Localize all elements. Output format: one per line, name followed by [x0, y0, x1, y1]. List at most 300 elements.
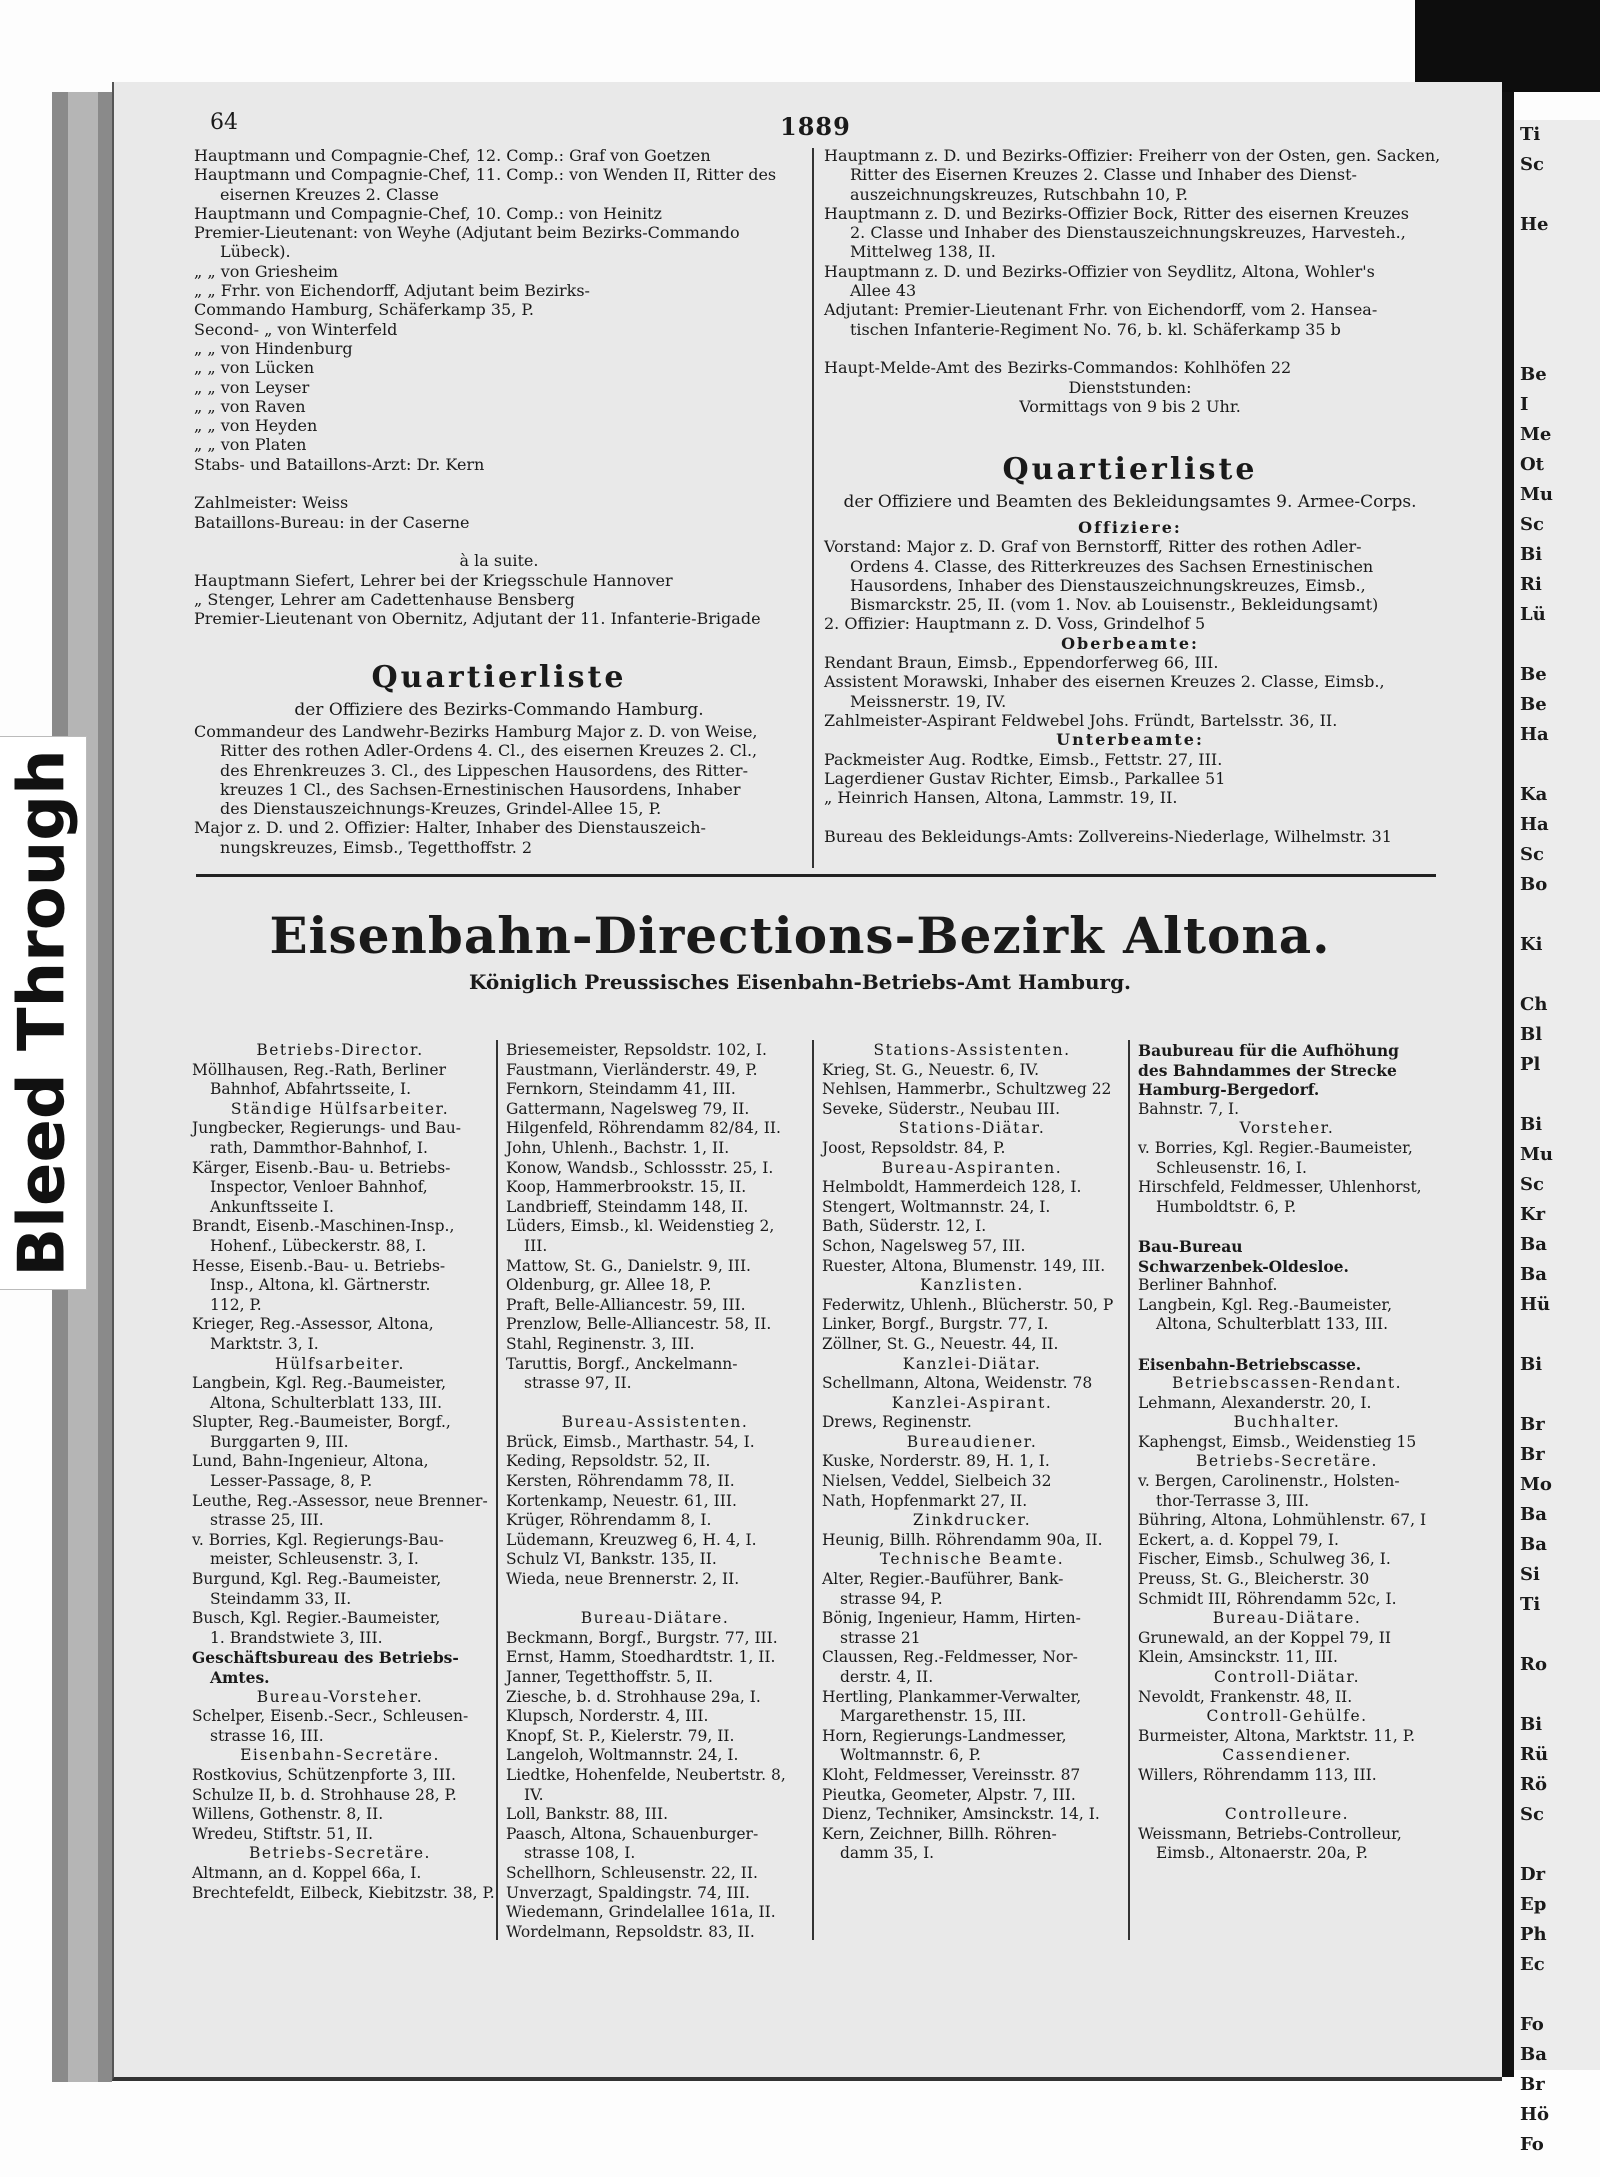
next-page-line-fragment: Mu: [1520, 484, 1554, 505]
entry-line: Ordens 4. Classe, des Ritterkreuzes des Sachsen Ernestinischen: [850, 556, 1374, 576]
next-page-line-fragment: I: [1520, 394, 1529, 415]
entry-line: Janner, Tegetthoffstr. 5, II.: [506, 1668, 713, 1686]
next-page-line-fragment: [1514, 180, 1600, 210]
entry-line: Krieger, Reg.-Assessor, Altona,: [192, 1315, 434, 1334]
subsection-heading: Unterbeamte:: [1056, 730, 1204, 750]
section-divider: [196, 874, 1436, 877]
next-page-line-fragment: Ri: [1520, 574, 1542, 595]
subsection-heading: Zinkdrucker.: [912, 1511, 1032, 1530]
entry-line: Dienststunden:: [1068, 377, 1192, 397]
entry-line: Wordelmann, Repsoldstr. 83, II.: [506, 1922, 755, 1941]
entry-line: Vormittags von 9 bis 2 Uhr.: [1019, 396, 1241, 416]
entry-line: Möllhausen, Reg.-Rath, Berliner: [192, 1060, 447, 1079]
entry-line: „ „ von Hindenburg: [194, 338, 353, 358]
next-page-line-fragment: Bi: [1520, 1714, 1543, 1735]
entry-line: Unverzagt, Spaldingstr. 74, III.: [506, 1883, 750, 1902]
next-page-line-fragment: [1514, 1680, 1600, 1710]
entry-line: Hauptmann und Compagnie-Chef, 12. Comp.: Graf von Goetzen: [194, 146, 711, 165]
entry-line: Linker, Borgf., Burgstr. 77, I.: [822, 1315, 1049, 1334]
next-page-line-fragment: Lü: [1520, 604, 1546, 625]
directory-column-2: [506, 1041, 804, 1942]
entry-line: Kaphengst, Eimsb., Weidenstieg 15: [1138, 1432, 1417, 1451]
entry-line: Lund, Bahn-Ingenieur, Altona,: [192, 1452, 429, 1471]
entry-line: Bismarckstr. 25, II. (vom 1. Nov. ab Louisenstr., Bekleidungsamt): [850, 595, 1379, 615]
entry-line: Schelper, Eisenb.-Secr., Schleusen-: [192, 1707, 469, 1726]
entry-line: Inspector, Venloer Bahnhof,: [210, 1178, 428, 1197]
entry-line: Packmeister Aug. Rodtke, Eimsb., Fettstr. 27, III.: [824, 749, 1223, 769]
directory-column-1: [192, 1041, 495, 1903]
entry-line: damm 35, I.: [840, 1844, 935, 1863]
entry-line: Wiedemann, Grindelallee 161a, II.: [506, 1903, 776, 1922]
next-page-line-fragment: Br: [1520, 2074, 1545, 2095]
entry-line: Steindamm 33, II.: [210, 1589, 352, 1608]
next-page-line-fragment: Pl: [1520, 1054, 1541, 1075]
entry-line: Schellmann, Altona, Weidenstr. 78: [822, 1374, 1093, 1393]
entry-line: Ziesche, b. d. Strohhause 29a, I.: [506, 1687, 761, 1706]
entry-line: Ritter des rothen Adler-Ordens 4. Cl., des eisernen Kreuzes 2. Cl.,: [220, 741, 758, 761]
subsection-heading: Betriebscassen-Rendant.: [1171, 1374, 1403, 1393]
entry-line: Hauptmann z. D. und Bezirks-Offizier Bock, Ritter des eisernen Kreuzes: [824, 203, 1409, 223]
entry-line: Hausordens, Inhaber des Dienstauszeichnungskreuzes, Eimsb.,: [850, 575, 1366, 595]
entry-line: Langbein, Kgl. Reg.-Baumeister,: [1138, 1295, 1393, 1314]
entry-line: Schleusenstr. 16, I.: [1156, 1158, 1307, 1177]
entry-line: Loll, Bankstr. 88, III.: [506, 1805, 669, 1824]
directory-column-4: [1138, 1041, 1436, 1864]
section-title: Eisenbahn-Directions-Bezirk Altona.: [269, 906, 1331, 965]
entry-line: Weissmann, Betriebs-Controlleur,: [1138, 1824, 1402, 1843]
entry-line: Marktstr. 3, I.: [210, 1334, 319, 1353]
entry-line: Mittelweg 138, II.: [850, 242, 996, 262]
entry-line: Vorstand: Major z. D. Graf von Bernstorff, Ritter des rothen Adler-: [824, 537, 1362, 557]
entry-line: Horn, Regierungs-Landmesser,: [822, 1726, 1067, 1745]
entry-line: Hohenf., Lübeckerstr. 88, I.: [210, 1236, 427, 1255]
entry-line: Burggarten 9, III.: [210, 1432, 349, 1451]
next-page-line-fragment: Bi: [1520, 1114, 1543, 1135]
entry-line: Assistent Morawski, Inhaber des eisernen Kreuzes 2. Classe, Eimsb.,: [824, 672, 1385, 692]
entry-line: Briesemeister, Repsoldstr. 102, I.: [506, 1041, 767, 1059]
entry-line: nungskreuzes, Eimsb., Tegetthoffstr. 2: [220, 837, 533, 857]
entry-line: derstr. 4, II.: [840, 1668, 934, 1686]
next-page-line-fragment: Rü: [1520, 1744, 1549, 1765]
quartierliste-bekleidungsamt: [824, 450, 1436, 514]
entry-line: Ruester, Altona, Blumenstr. 149, III.: [822, 1256, 1106, 1275]
subsection-heading: Stations-Diätar.: [898, 1119, 1046, 1138]
subsection-heading: Oberbeamte:: [1061, 633, 1199, 653]
entry-line: Langeloh, Woltmannstr. 24, I.: [506, 1746, 739, 1765]
entry-line: Koop, Hammerbrookstr. 15, II.: [506, 1178, 747, 1197]
next-page-line-fragment: Ot: [1520, 454, 1544, 475]
entry-line: Leuthe, Reg.-Assessor, neue Brenner-: [192, 1491, 488, 1510]
entry-line: [506, 1590, 804, 1610]
next-page-line-fragment: Ph: [1520, 1924, 1547, 1945]
subsection-heading: Controll-Diätar.: [1213, 1668, 1361, 1686]
entry-line: Kuske, Norderstr. 89, H. 1, I.: [822, 1452, 1050, 1471]
subsection-heading: Betriebs-Secretäre.: [1196, 1452, 1378, 1471]
next-page-line-fragment: Mo: [1520, 1474, 1552, 1495]
entry-line: [1138, 1335, 1436, 1355]
entry-line: Rendant Braun, Eimsb., Eppendorferweg 66, III.: [824, 653, 1219, 673]
entry-line: Willens, Gothenstr. 8, II.: [192, 1805, 384, 1824]
entry-line: auszeichnungskreuzes, Rutschbahn 10, P.: [850, 184, 1188, 204]
entry-line: strasse 108, I.: [524, 1844, 636, 1863]
entry-line: Joost, Repsoldstr. 84, P.: [822, 1138, 1006, 1157]
entry-line: Knopf, St. P., Kielerstr. 79, II.: [506, 1726, 735, 1745]
entry-line: Burmeister, Altona, Marktstr. 11, P.: [1138, 1726, 1415, 1745]
entry-line: Bahnstr. 7, I.: [1138, 1099, 1240, 1118]
entry-line: Hauptmann z. D. und Bezirks-Offizier von Seydlitz, Altona, Wohler's: [824, 261, 1375, 281]
next-page-line-fragment: [1514, 630, 1600, 660]
entry-line: Pieutka, Geometer, Alpstr. 7, III.: [822, 1785, 1076, 1804]
entry-line: Lesser-Passage, 8, P.: [210, 1472, 373, 1491]
bleed-through-label: [0, 736, 87, 1290]
entry-line: Paasch, Altona, Schauenburger-: [506, 1824, 759, 1843]
next-page-line-fragment: Ba: [1520, 1234, 1547, 1255]
next-page-line-fragment: Sc: [1520, 1174, 1544, 1195]
entry-line: Premier-Lieutenant: von Weyhe (Adjutant beim Bezirks-Commando: [194, 223, 740, 243]
entry-line: Kloht, Feldmesser, Vereinsstr. 87: [822, 1765, 1081, 1784]
entry-line: Claussen, Reg.-Feldmesser, Nor-: [822, 1648, 1078, 1667]
entry-line: Kern, Zeichner, Billh. Röhren-: [822, 1824, 1057, 1843]
next-page-line-fragment: Bi: [1520, 1354, 1543, 1375]
entry-line: kreuzes 1 Cl., des Sachsen-Ernestinischen Hausordens, Inhaber: [220, 779, 741, 799]
next-page-line-fragment: Si: [1520, 1564, 1540, 1585]
entry-line: Grunewald, an der Koppel 79, II: [1138, 1628, 1391, 1647]
entry-line: [824, 339, 1436, 358]
entry-line: Bataillons-Bureau: in der Caserne: [194, 512, 470, 532]
subsection-heading: Betriebs-Secretäre.: [249, 1844, 431, 1863]
entry-line: Preuss, St. G., Bleicherstr. 30: [1138, 1570, 1370, 1589]
entry-line: Stahl, Reginenstr. 3, III.: [506, 1334, 695, 1353]
entry-line: Oldenburg, gr. Allee 18, P.: [506, 1276, 712, 1295]
entry-line: Prenzlow, Belle-Alliancestr. 58, II.: [506, 1315, 772, 1334]
next-page-line-fragment: Ba: [1520, 2044, 1547, 2065]
next-page-line-fragment: Rö: [1520, 1774, 1547, 1795]
section-subtitle: Königlich Preussisches Eisenbahn-Betriebs-Amt Hamburg.: [468, 970, 1132, 994]
entry-line: Schellhorn, Schleusenstr. 22, II.: [506, 1863, 758, 1882]
entry-line: Bau-Bureau: [1138, 1236, 1243, 1256]
scan-black-corner: [1415, 0, 1600, 92]
entry-line: Stabs- und Bataillons-Arzt: Dr. Kern: [194, 454, 485, 474]
entry-line: [824, 807, 1436, 826]
entry-line: strasse 25, III.: [210, 1511, 324, 1530]
next-page-line-fragment: [1514, 270, 1600, 300]
entry-line: Commando Hamburg, Schäferkamp 35, P.: [194, 300, 534, 320]
entry-line: Brück, Eimsb., Marthastr. 54, I.: [506, 1432, 755, 1451]
entry-line: eisernen Kreuzes 2. Classe: [220, 184, 439, 204]
next-page-line-fragment: Be: [1520, 694, 1547, 715]
entry-line: Wredeu, Stiftstr. 51, II.: [192, 1824, 374, 1843]
entry-line: Ankunftsseite I.: [210, 1197, 334, 1216]
next-page-line-fragment: [1514, 300, 1600, 330]
entry-line: meister, Schleusenstr. 3, I.: [210, 1550, 419, 1569]
entry-line: Eisenbahn-Betriebscasse.: [1138, 1354, 1362, 1374]
entry-line: IV.: [524, 1785, 544, 1804]
entry-line: Bönig, Ingenieur, Hamm, Hirten-: [822, 1609, 1081, 1628]
subsection-heading: Bureau-Assistenten.: [561, 1413, 749, 1432]
subsection-heading: Hülfsarbeiter.: [275, 1354, 405, 1373]
next-page-line-fragment: Fo: [1520, 2014, 1544, 2035]
next-page-line-fragment: [1514, 330, 1600, 360]
entry-line: Lüders, Eimsb., kl. Weidenstieg 2,: [506, 1217, 775, 1236]
entry-line: Nath, Hopfenmarkt 27, II.: [822, 1491, 1028, 1510]
entry-line: [506, 1394, 804, 1414]
entry-line: Nevoldt, Frankenstr. 48, II.: [1138, 1687, 1353, 1706]
entry-line: Beckmann, Borgf., Burgstr. 77, III.: [506, 1628, 778, 1647]
entry-line: v. Borries, Kgl. Regierungs-Bau-: [192, 1530, 444, 1549]
quartierliste-title-2: Quartierliste: [1002, 452, 1258, 487]
entry-line: Seveke, Süderstr., Neubau III.: [822, 1099, 1061, 1118]
entry-line: Kortenkamp, Neuestr. 61, III.: [506, 1491, 737, 1510]
next-page-line-fragment: Bi: [1520, 544, 1543, 565]
next-page-line-fragment: Ba: [1520, 1264, 1547, 1285]
subsection-heading: Bureau-Vorsteher.: [256, 1687, 424, 1706]
entry-line: Bahnhof, Abfahrtsseite, I.: [210, 1080, 412, 1099]
entry-line: 1. Brandstwiete 3, III.: [210, 1628, 383, 1647]
entry-line: Eckert, a. d. Koppel 79, I.: [1138, 1530, 1339, 1549]
next-page-fragment: [1514, 120, 1600, 2155]
subsection-heading: Controlleure.: [1224, 1805, 1350, 1824]
entry-line: Lehmann, Alexanderstr. 20, I.: [1138, 1393, 1372, 1412]
next-page-line-fragment: He: [1520, 214, 1549, 235]
entry-line: John, Uhlenh., Bachstr. 1, II.: [506, 1138, 730, 1157]
next-page-line-fragment: Hö: [1520, 2104, 1550, 2125]
entry-line: [194, 474, 804, 493]
next-page-line-fragment: Bl: [1520, 1024, 1543, 1045]
entry-line: „ „ von Raven: [194, 396, 306, 416]
book-gutter-right: [1500, 92, 1514, 2077]
entry-line: „ „ von Griesheim: [194, 261, 339, 281]
subsection-heading: Kanzlei-Diätar.: [902, 1354, 1042, 1373]
entry-line: Krieg, St. G., Neuestr. 6, IV.: [822, 1060, 1040, 1079]
entry-line: 2. Offizier: Hauptmann z. D. Voss, Grindelhof 5: [824, 614, 1206, 634]
entry-line: Jungbecker, Regierungs- und Bau-: [192, 1119, 461, 1138]
next-page-line-fragment: Sc: [1520, 514, 1544, 535]
entry-line: Hertling, Plankammer-Verwalter,: [822, 1687, 1082, 1706]
entry-line: Liedtke, Hohenfelde, Neubertstr. 8,: [506, 1765, 786, 1784]
subsection-heading: Kanzlei-Aspirant.: [891, 1393, 1053, 1412]
column-divider-2: [812, 1040, 814, 1940]
entry-line: Lübeck).: [220, 242, 291, 262]
next-page-line-fragment: Ep: [1520, 1894, 1547, 1915]
entry-line: Bath, Süderstr. 12, I.: [822, 1217, 987, 1236]
entry-line: Schulz VI, Bankstr. 135, II.: [506, 1550, 717, 1569]
entry-line: Zöllner, St. G., Neuestr. 44, II.: [822, 1334, 1059, 1353]
entry-line: Brandt, Eisenb.-Maschinen-Insp.,: [192, 1217, 455, 1236]
next-page-line-fragment: [1514, 240, 1600, 270]
entry-line: „ Heinrich Hansen, Altona, Lammstr. 19, II.: [824, 788, 1178, 808]
next-page-line-fragment: Ha: [1520, 814, 1549, 835]
entry-line: Heunig, Billh. Röhrendamm 90a, II.: [822, 1530, 1103, 1549]
entry-line: Kärger, Eisenb.-Bau- u. Betriebs-: [192, 1158, 451, 1177]
entry-line: Hauptmann und Compagnie-Chef, 10. Comp.: von Heinitz: [194, 203, 662, 223]
next-page-line-fragment: Kr: [1520, 1204, 1546, 1225]
subsection-heading: Stations-Assistenten.: [873, 1041, 1071, 1059]
next-page-line-fragment: [1514, 1980, 1600, 2010]
entry-line: Bühring, Altona, Lohmühlenstr. 67, I: [1138, 1511, 1427, 1530]
entry-line: Insp., Altona, kl. Gärtnerstr.: [210, 1276, 431, 1295]
entry-line: „ „ von Heyden: [194, 416, 318, 436]
subsection-heading: Technische Beamte.: [879, 1550, 1065, 1569]
top-column-divider: [812, 148, 814, 868]
entry-line: strasse 21: [840, 1628, 921, 1647]
next-page-line-fragment: [1514, 1620, 1600, 1650]
entry-line: Slupter, Reg.-Baumeister, Borgf.,: [192, 1413, 451, 1432]
subsection-heading: Vorsteher.: [1239, 1119, 1335, 1138]
entry-line: Kersten, Röhrendamm 78, II.: [506, 1472, 735, 1491]
entry-line: strasse 97, II.: [524, 1374, 632, 1393]
entry-line: Mattow, St. G., Danielstr. 9, III.: [506, 1256, 751, 1275]
entry-line: [194, 532, 804, 551]
entry-line: Taruttis, Borgf., Anckelmann-: [506, 1354, 738, 1373]
entry-line: Lüdemann, Kreuzweg 6, H. 4, I.: [506, 1530, 757, 1549]
entry-line: Geschäftsbureau des Betriebs-: [192, 1648, 459, 1668]
next-page-line-fragment: Fo: [1520, 2134, 1544, 2155]
entry-line: Faustmann, Vierländerstr. 49, P.: [506, 1060, 758, 1079]
entry-line: Premier-Lieutenant von Obernitz, Adjutant der 11. Infanterie-Brigade: [194, 609, 761, 629]
entry-line: Nielsen, Veddel, Sielbeich 32: [822, 1472, 1052, 1491]
next-page-line-fragment: [1514, 900, 1600, 930]
entry-line: 112, P.: [210, 1295, 262, 1314]
next-page-line-fragment: Sc: [1520, 844, 1544, 865]
subsection-heading: Bureau-Diätare.: [580, 1609, 730, 1628]
next-page-line-fragment: [1514, 750, 1600, 780]
page-number: 64: [210, 110, 238, 135]
entry-line: Margarethenstr. 15, III.: [840, 1707, 1027, 1726]
entry-line: Humboldtstr. 6, P.: [1156, 1197, 1297, 1216]
entry-line: Haupt-Melde-Amt des Bezirks-Commandos: Kohlhöfen 22: [824, 358, 1292, 378]
next-page-line-fragment: [1514, 1080, 1600, 1110]
entry-line: v. Bergen, Carolinenstr., Holsten-: [1138, 1472, 1400, 1491]
entry-line: [1138, 1786, 1436, 1806]
entry-line: Klupsch, Norderstr. 4, III.: [506, 1707, 709, 1726]
entry-line: à la suite.: [459, 551, 539, 571]
entry-line: „ „ Frhr. von Eichendorff, Adjutant beim Bezirks-: [194, 281, 590, 301]
next-page-line-fragment: Mu: [1520, 1144, 1554, 1165]
subsection-heading: Buchhalter.: [1233, 1413, 1341, 1432]
quartierliste-subtitle-2: der Offiziere und Beamten des Bekleidungsamtes 9. Armee-Corps.: [843, 492, 1417, 512]
next-page-line-fragment: Be: [1520, 364, 1547, 385]
next-page-line-fragment: Ti: [1520, 1594, 1541, 1615]
next-page-line-fragment: [1514, 1380, 1600, 1410]
entry-line: Woltmannstr. 6, P.: [840, 1746, 981, 1765]
subsection-heading: Cassendiener.: [1222, 1746, 1352, 1765]
entry-line: Schmidt III, Röhrendamm 52c, I.: [1138, 1589, 1397, 1608]
entry-line: „ „ von Leyser: [194, 377, 310, 397]
entry-line: Eimsb., Altonaerstr. 20a, P.: [1156, 1844, 1368, 1863]
entry-line: Schon, Nagelsweg 57, III.: [822, 1236, 1026, 1255]
column-divider-1: [496, 1040, 498, 1940]
entry-line: v. Borries, Kgl. Regier.-Baumeister,: [1138, 1138, 1413, 1157]
entry-line: Zahlmeister: Weiss: [194, 493, 349, 513]
top-left-column: [194, 146, 804, 628]
next-page-line-fragment: Ba: [1520, 1534, 1547, 1555]
subsection-heading: Eisenbahn-Secretäre.: [240, 1746, 440, 1765]
entry-line: Willers, Röhrendamm 113, III.: [1138, 1765, 1377, 1784]
entry-line: Stengert, Woltmannstr. 24, I.: [822, 1197, 1051, 1216]
entry-line: Baubureau für die Aufhöhung: [1138, 1041, 1399, 1060]
entry-line: Ritter des Eisernen Kreuzes 2. Classe und Inhaber des Dienst-: [850, 165, 1357, 185]
quartierliste-bezirk: [194, 658, 804, 722]
next-page-line-fragment: Ec: [1520, 1954, 1545, 1975]
entry-line: Federwitz, Uhlenh., Blücherstr. 50, P: [822, 1295, 1114, 1314]
entry-line: Hauptmann z. D. und Bezirks-Offizier: Freiherr von der Osten, gen. Sacken,: [824, 146, 1441, 165]
entry-line: 2. Classe und Inhaber des Dienstauszeichnungskreuzes, Harvesteh.,: [850, 223, 1406, 243]
entry-line: Commandeur des Landwehr-Bezirks Hamburg Major z. D. von Weise,: [194, 722, 758, 741]
next-page-line-fragment: Ro: [1520, 1654, 1547, 1675]
next-page-line-fragment: Br: [1520, 1414, 1545, 1435]
next-page-line-fragment: Ki: [1520, 934, 1543, 955]
bekleidungsamt-list: [824, 518, 1436, 846]
entry-line: Second- „ von Winterfeld: [194, 319, 398, 339]
entry-line: Konow, Wandsb., Schlossstr. 25, I.: [506, 1158, 774, 1177]
next-page-line-fragment: Ba: [1520, 1504, 1547, 1525]
entry-line: Meissnerstr. 19, IV.: [850, 691, 1007, 711]
entry-line: Hauptmann und Compagnie-Chef, 11. Comp.: von Wenden II, Ritter des: [194, 165, 777, 185]
entry-line: des Ehrenkreuzes 3. Cl., des Lippeschen Hausordens, des Ritter-: [220, 760, 748, 780]
subsection-heading: Ständige Hülfsarbeiter.: [230, 1099, 450, 1118]
bezirk-commando-list: [194, 722, 804, 857]
entry-line: Schulze II, b. d. Strohhause 28, P.: [192, 1785, 457, 1804]
subsection-heading: Bureau-Aspiranten.: [881, 1158, 1063, 1177]
next-page-line-fragment: Br: [1520, 1444, 1545, 1465]
entry-line: Amtes.: [210, 1668, 270, 1687]
entry-line: Altona, Schulterblatt 133, III.: [210, 1393, 443, 1412]
entry-line: strasse 94, P.: [840, 1589, 943, 1608]
top-right-column: [824, 146, 1441, 416]
subsection-heading: Betriebs-Director.: [256, 1041, 424, 1059]
next-page-line-fragment: [1514, 1830, 1600, 1860]
subsection-heading: Bureaudiener.: [906, 1432, 1038, 1451]
entry-line: Major z. D. und 2. Offizier: Halter, Inhaber des Dienstauszeich-: [194, 818, 706, 838]
entry-line: des Dienstauszeichnungs-Kreuzes, Grindel-Allee 15, P.: [220, 799, 662, 819]
next-page-line-fragment: Sc: [1520, 1804, 1544, 1825]
next-page-line-fragment: Ha: [1520, 724, 1549, 745]
entry-line: Nehlsen, Hammerbr., Schultzweg 22: [822, 1080, 1112, 1099]
subsection-heading: Kanzlisten.: [920, 1276, 1024, 1295]
entry-line: Praft, Belle-Alliancestr. 59, III.: [506, 1295, 746, 1314]
entry-line: Berliner Bahnhof.: [1138, 1276, 1278, 1295]
next-page-line-fragment: Hü: [1520, 1294, 1551, 1315]
next-page-line-fragment: [1514, 960, 1600, 990]
subsection-heading: Bureau-Diätare.: [1212, 1609, 1362, 1628]
entry-line: Landbrieff, Steindamm 148, II.: [506, 1197, 749, 1216]
entry-line: Fernkorn, Steindamm 41, III.: [506, 1080, 736, 1099]
entry-line: rath, Dammthor-Bahnhof, I.: [210, 1138, 428, 1157]
subsection-heading: Offiziere:: [1078, 518, 1182, 537]
entry-line: Helmboldt, Hammerdeich 128, I.: [822, 1178, 1082, 1197]
entry-line: Rostkovius, Schützenpforte 3, III.: [192, 1765, 456, 1784]
entry-line: Altona, Schulterblatt 133, III.: [1156, 1315, 1389, 1334]
entry-line: Krüger, Röhrendamm 8, I.: [506, 1511, 712, 1530]
entry-line: [1138, 1217, 1436, 1237]
entry-line: Zahlmeister-Aspirant Feldwebel Johs. Fründt, Bartelsstr. 36, II.: [824, 710, 1338, 730]
entry-line: Gattermann, Nagelsweg 79, II.: [506, 1099, 750, 1118]
entry-line: Bureau des Bekleidungs-Amts: Zollvereins-Niederlage, Wilhelmstr. 31: [824, 826, 1392, 846]
entry-line: Hamburg-Bergedorf.: [1138, 1080, 1320, 1100]
entry-line: Hesse, Eisenb.-Bau- u. Betriebs-: [192, 1256, 446, 1275]
next-page-line-fragment: Ch: [1520, 994, 1548, 1015]
entry-line: Allee 43: [850, 281, 917, 301]
entry-line: „ „ von Platen: [194, 435, 307, 455]
entry-line: Hirschfeld, Feldmesser, Uhlenhorst,: [1138, 1178, 1422, 1197]
entry-line: Ernst, Hamm, Stoedhardtstr. 1, II.: [506, 1648, 776, 1667]
quartierliste-title: Quartierliste: [371, 660, 627, 695]
entry-line: des Bahndammes der Strecke: [1138, 1060, 1397, 1080]
next-page-line-fragment: Sc: [1520, 154, 1544, 175]
entry-line: Adjutant: Premier-Lieutenant Frhr. von Eichendorff, vom 2. Hansea-: [824, 300, 1378, 320]
next-page-line-fragment: Bo: [1520, 874, 1548, 895]
entry-line: Dienz, Techniker, Amsinckstr. 14, I.: [822, 1805, 1100, 1824]
